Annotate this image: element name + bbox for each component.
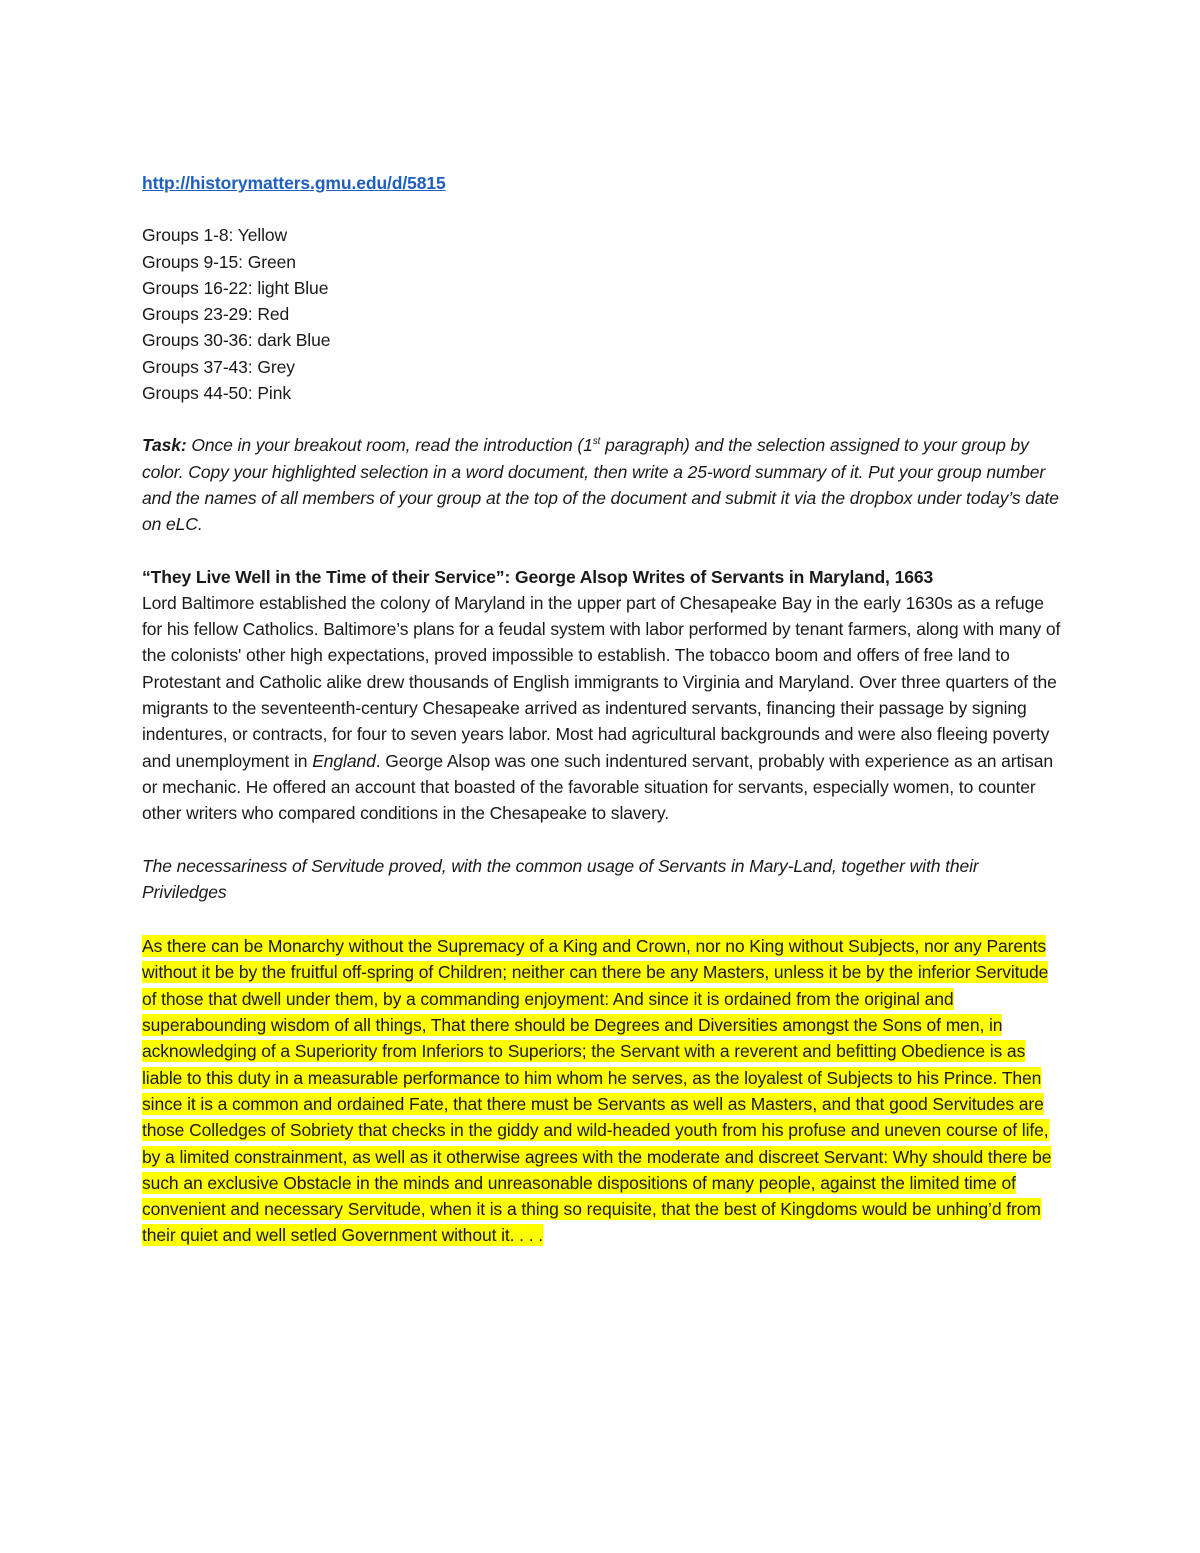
group-color-item: Groups 44-50: Pink <box>142 383 291 404</box>
spacer <box>142 406 1062 432</box>
spacer <box>142 538 1062 564</box>
intro-text-end: . George Alsop was one such indentured servant, probably with experience as an artisan or mechanic. He offered an account that boasted of the favorable situation for servants, especially women, to counter other writers who compared conditions in the Chesapeake to slavery. <box>142 750 1053 824</box>
group-color-item: Groups 1-8: Yellow <box>142 225 288 246</box>
intro-italic-word: England <box>312 750 376 771</box>
intro-text-start: Lord Baltimore established the colony of Maryland in the upper part of Chesapeake Bay in the early 1630s as a refuge for his fellow Catholics. Baltimore’s plans for a feudal system with labor performed by tenant farmers, along with many of the colonists' other high expectations, proved impossible to establish. The tobacco boom and offers of free land to Protestant and Catholic alike drew thousands of English immigrants to Virginia and Maryland. Over three quarters of the migrants to the seventeenth-century Chesapeake arrived as indentured servants, financing their passage by signing indentures, or contracts, for four to seven years labor. Most had agricultural backgrounds and were also fleeing poverty and unemployment in <box>142 592 1061 771</box>
group-color-item: Groups 30-36: dark Blue <box>142 330 331 351</box>
group-color-list <box>142 222 1062 406</box>
group-color-item: Groups 9-15: Green <box>142 251 296 272</box>
spacer <box>142 196 1062 222</box>
task-instructions <box>142 432 1062 537</box>
source-document-title: The necessariness of Servitude proved, with the common usage of Servants in Mary-Land, together with their Priviledges <box>142 855 979 902</box>
group-color-item: Groups 23-29: Red <box>142 304 290 325</box>
document-page <box>142 170 1062 1249</box>
spacer <box>142 905 1062 933</box>
task-text-end: paragraph) and the selection assigned to your group by color. Copy your highlighted selection in a word document, then write a 25-word summary of it. Put your group number and the names of all members of your group at the top of the document and submit it via the dropbox under today’s date on eLC. <box>142 435 1059 535</box>
task-superscript: st <box>592 436 601 448</box>
task-text-start: Once in your breakout room, read the introduction (1 <box>186 435 593 456</box>
document-heading: “They Live Well in the Time of their Service”: George Alsop Writes of Servants in Maryland, 1663 <box>142 566 934 587</box>
spacer <box>142 827 1062 853</box>
task-label: Task: <box>142 435 187 456</box>
group-color-item: Groups 37-43: Grey <box>142 356 295 377</box>
highlighted-passage: As there can be Monarchy without the Supremacy of a King and Crown, nor no King without Subjects, nor any Parents without it be by the fruitful off-spring of Children; neither can there be any Masters, unless it be by the inferior Servitude of those that dwell under them, by a commanding enjoyment: And since it is ordained from the original and superabounding wisdom of all things, That there should be Degrees and Diversities amongst the Sons of men, in acknowledging of a Superiority from Inferiors to Superiors; the Servant with a reverent and befitting Obedience is as liable to this duty in a measurable performance to him whom he serves, as the loyalest of Subjects to his Prince. Then since it is a common and ordained Fate, that there must be Servants as well as Masters, and that good Servitudes are those Colledges of Sobriety that checks in the giddy and wild-headed youth from his profuse and uneven course of life, by a limited constrainment, as well as it otherwise agrees with the moderate and discreet Servant: Why should there be such an exclusive Obstacle in the minds and unreasonable dispositions of many people, against the limited time of convenient and necessary Servitude, when it is a thing so requisite, that the best of Kingdoms would be unhing’d from their quiet and well setled Government without it. . . . <box>142 936 1052 1246</box>
highlighted-passage-block <box>142 933 1062 1249</box>
source-link[interactable]: http://historymatters.gmu.edu/d/5815 <box>142 173 446 193</box>
group-color-item: Groups 16-22: light Blue <box>142 277 329 298</box>
intro-paragraph <box>142 590 1062 827</box>
